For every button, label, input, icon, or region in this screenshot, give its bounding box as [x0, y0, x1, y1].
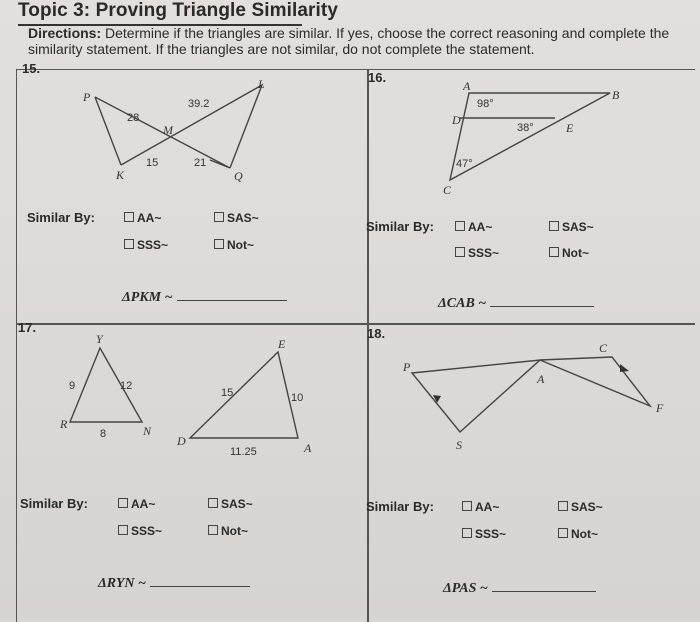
- p15-value-km: 15: [146, 157, 159, 169]
- p17-label-y: Y: [96, 332, 103, 346]
- checkbox-icon: [558, 528, 568, 538]
- problem-16-similar-by: Similar By:: [366, 219, 434, 234]
- p15-label-q: Q: [234, 169, 243, 183]
- p17-option-aa[interactable]: AA~: [118, 497, 155, 511]
- p16-option-aa[interactable]: AA~: [455, 220, 492, 234]
- checkbox-icon: [462, 501, 472, 511]
- p18-answer-blank[interactable]: [492, 581, 596, 592]
- p18-statement: ΔPAS ~: [443, 581, 596, 597]
- p18-option-not[interactable]: Not~: [558, 527, 598, 541]
- p17-label-e: E: [278, 337, 286, 351]
- p17-option-sss[interactable]: SSS~: [118, 524, 162, 538]
- p15-option-sas[interactable]: SAS~: [214, 211, 259, 225]
- p18-triangle-acf: [540, 357, 650, 406]
- p17-label-n: N: [143, 424, 152, 438]
- p15-option-not[interactable]: Not~: [214, 238, 254, 252]
- checkbox-icon: [462, 528, 472, 538]
- directions-text: Determine if the triangles are similar. If yes, choose the correct reasoning and complete the similarity statement. If the triangles are not similar, do not complete the statement.: [28, 25, 670, 57]
- problem-18-number: 18.: [367, 326, 386, 341]
- p15-option-sss[interactable]: SSS~: [124, 238, 168, 252]
- p16-label-d: D: [452, 113, 461, 127]
- p17-option-sas[interactable]: SAS~: [208, 497, 253, 511]
- p17-value-de: 15: [221, 387, 234, 399]
- p18-option-sss[interactable]: SSS~: [462, 527, 506, 541]
- directions-label: Directions:: [28, 25, 102, 41]
- p15-label-l: L: [258, 77, 265, 91]
- p17-value-ea: 10: [291, 392, 304, 404]
- p16-label-e: E: [566, 121, 574, 135]
- p15-value-mq: 21: [194, 157, 207, 169]
- p16-option-sss[interactable]: SSS~: [455, 246, 499, 260]
- p17-label-a: A: [304, 441, 312, 455]
- p18-label-f: F: [656, 401, 664, 415]
- p16-angle-a: 98°: [477, 98, 494, 110]
- p16-statement: ΔCAB ~: [438, 296, 594, 312]
- p18-label-s: S: [456, 438, 462, 452]
- problem-16-number: 16.: [368, 70, 387, 85]
- p17-option-not[interactable]: Not~: [208, 524, 248, 538]
- p18-angle-mark-p: [433, 395, 441, 403]
- p18-option-aa[interactable]: AA~: [462, 500, 499, 514]
- problem-15-similar-by: Similar By:: [27, 210, 95, 225]
- p15-option-aa[interactable]: AA~: [124, 211, 161, 225]
- problem-17-number: 17.: [18, 320, 37, 335]
- p15-label-p: P: [83, 90, 91, 104]
- p16-option-sas[interactable]: SAS~: [549, 220, 594, 234]
- p18-label-a: A: [537, 372, 545, 386]
- p17-value-yn: 12: [120, 380, 133, 392]
- p15-statement: ΔPKM ~: [122, 290, 287, 306]
- p17-label-d: D: [177, 434, 186, 448]
- problem-15-number: 15.: [22, 61, 41, 76]
- p17-value-rn: 8: [100, 428, 107, 440]
- p18-angle-mark-c: [620, 364, 629, 372]
- p15-value-ml: 39.2: [188, 98, 210, 110]
- checkbox-icon: [558, 501, 568, 511]
- p18-label-p: P: [403, 360, 411, 374]
- p16-option-not[interactable]: Not~: [549, 246, 589, 260]
- p15-label-m: M: [163, 123, 173, 137]
- p18-label-c: C: [599, 341, 608, 355]
- p16-angle-c: 47°: [456, 158, 473, 170]
- page-title: Topic 3: Proving Triangle Similarity: [18, 0, 338, 21]
- p17-value-ry: 9: [69, 380, 76, 392]
- p16-label-b: B: [612, 88, 620, 102]
- p16-label-c: C: [443, 183, 452, 197]
- problem-17-similar-by: Similar By:: [20, 496, 88, 511]
- p16-label-a: A: [463, 79, 471, 93]
- p17-label-r: R: [60, 417, 68, 431]
- p15-label-k: K: [116, 168, 125, 182]
- p17-statement: ΔRYN ~: [98, 576, 250, 592]
- p18-option-sas[interactable]: SAS~: [558, 500, 603, 514]
- p15-value-pm: 28: [127, 112, 140, 124]
- problem-18-similar-by: Similar By:: [366, 499, 434, 514]
- p17-value-da: 11.25: [230, 446, 257, 458]
- p16-angle-e: 38°: [517, 122, 534, 134]
- p18-triangle-pas: [412, 360, 540, 432]
